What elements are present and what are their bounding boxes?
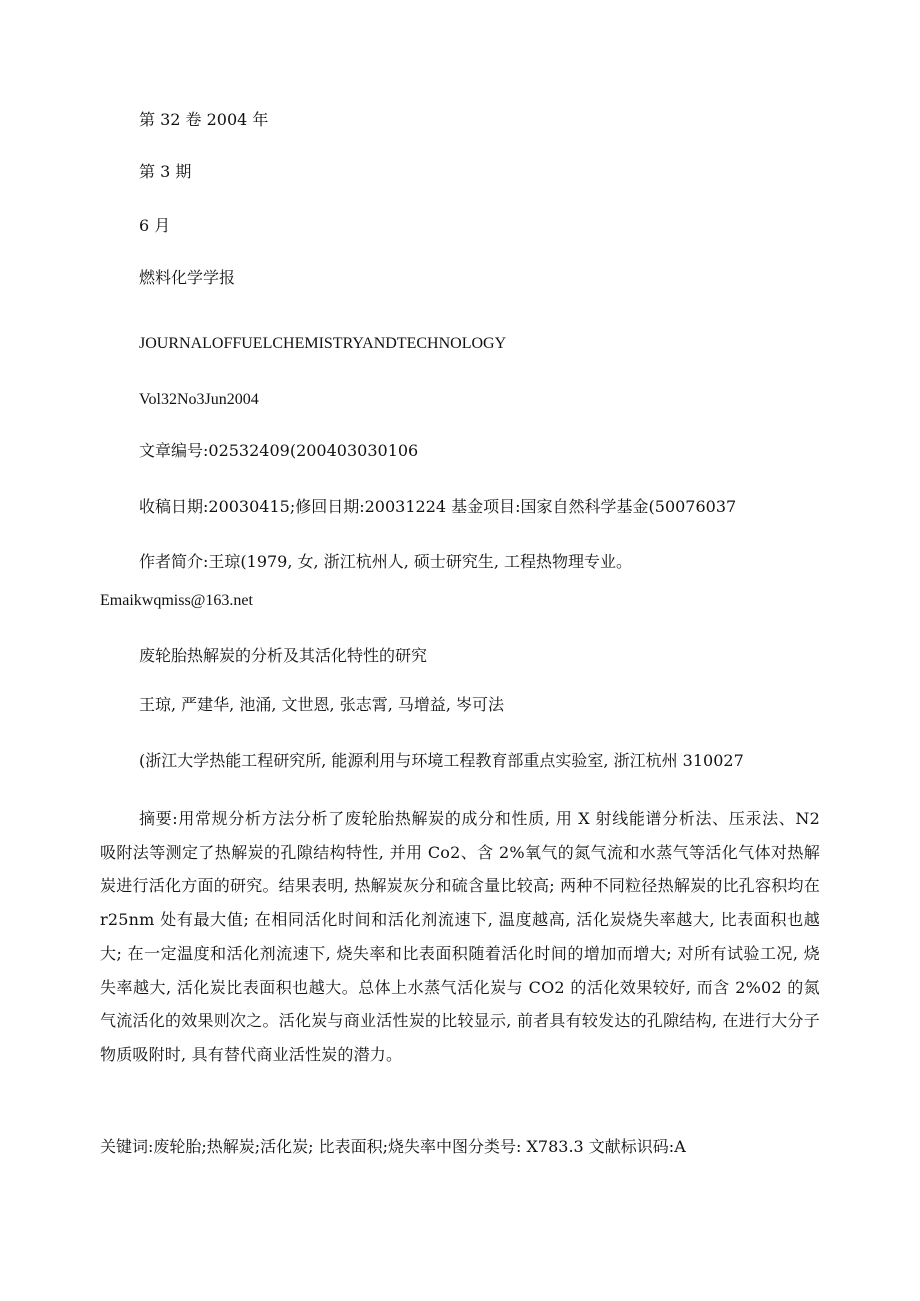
affiliation: (浙江大学热能工程研究所, 能源利用与环境工程教育部重点实验室, 浙江杭州 310027 <box>139 751 744 770</box>
author-bio: 作者简介:王琼(1979, 女, 浙江杭州人, 硕士研究生, 工程热物理专业。 <box>139 552 633 571</box>
journal-title-cn: 燃料化学学报 <box>139 268 236 287</box>
article-number: 文章编号:02532409(200403030106 <box>139 441 419 460</box>
author-email: Emaikwqmiss@163.net <box>100 592 253 609</box>
journal-title-en: JOURNALOFFUELCHEMISTRYANDTECHNOLOGY <box>139 335 507 352</box>
dates-and-fund: 收稿日期:20030415;修回日期:20031224 基金项目:国家自然科学基金(50076037 <box>139 497 737 516</box>
issue-number: 第 3 期 <box>139 162 192 181</box>
author-list: 王琼, 严建华, 池涌, 文世恩, 张志霄, 马增益, 岑可法 <box>139 695 505 714</box>
volume-info-en: Vol32No3Jun2004 <box>139 391 259 408</box>
article-title: 废轮胎热解炭的分析及其活化特性的研究 <box>139 646 428 665</box>
issue-month: 6 月 <box>139 216 171 235</box>
volume-year: 第 32 卷 2004 年 <box>139 110 269 129</box>
abstract: 摘要:用常规分析方法分析了废轮胎热解炭的成分和性质, 用 X 射线能谱分析法、压汞法、N2 吸附法等测定了热解炭的孔隙结构特性, 并用 Co2、含 2%氧气的氮气流和水蒸气等活化气体对热解炭进行活化方面的研究。结果表明, 热解炭灰分和硫含量比较高; 两种不同粒径热解炭的比孔容积均在 r25nm 处有最大值; 在相同活化时间和活化剂流速下, 温度越高, 活化炭烧失率越大, 比表面积也越大; 在一定温度和活化剂流速下, 烧失率和比表面积随着活化时间的增加而增大; 对所有试验工况, 烧失率越大, 活化炭比表面积也越大。总体上水蒸气活化炭与 CO2 的活化效果较好, 而含 2%02 的氮气流活化的效果则次之。活化炭与商业活性炭的比较显示, 前者具有较发达的孔隙结构, 在进行大分子物质吸附时, 具有替代商业活性炭的潜力。 <box>100 809 820 1064</box>
keywords: 关键词:废轮胎;热解炭;活化炭; 比表面积;烧失率中图分类号: X783.3 文献标识码:A <box>100 1137 686 1156</box>
